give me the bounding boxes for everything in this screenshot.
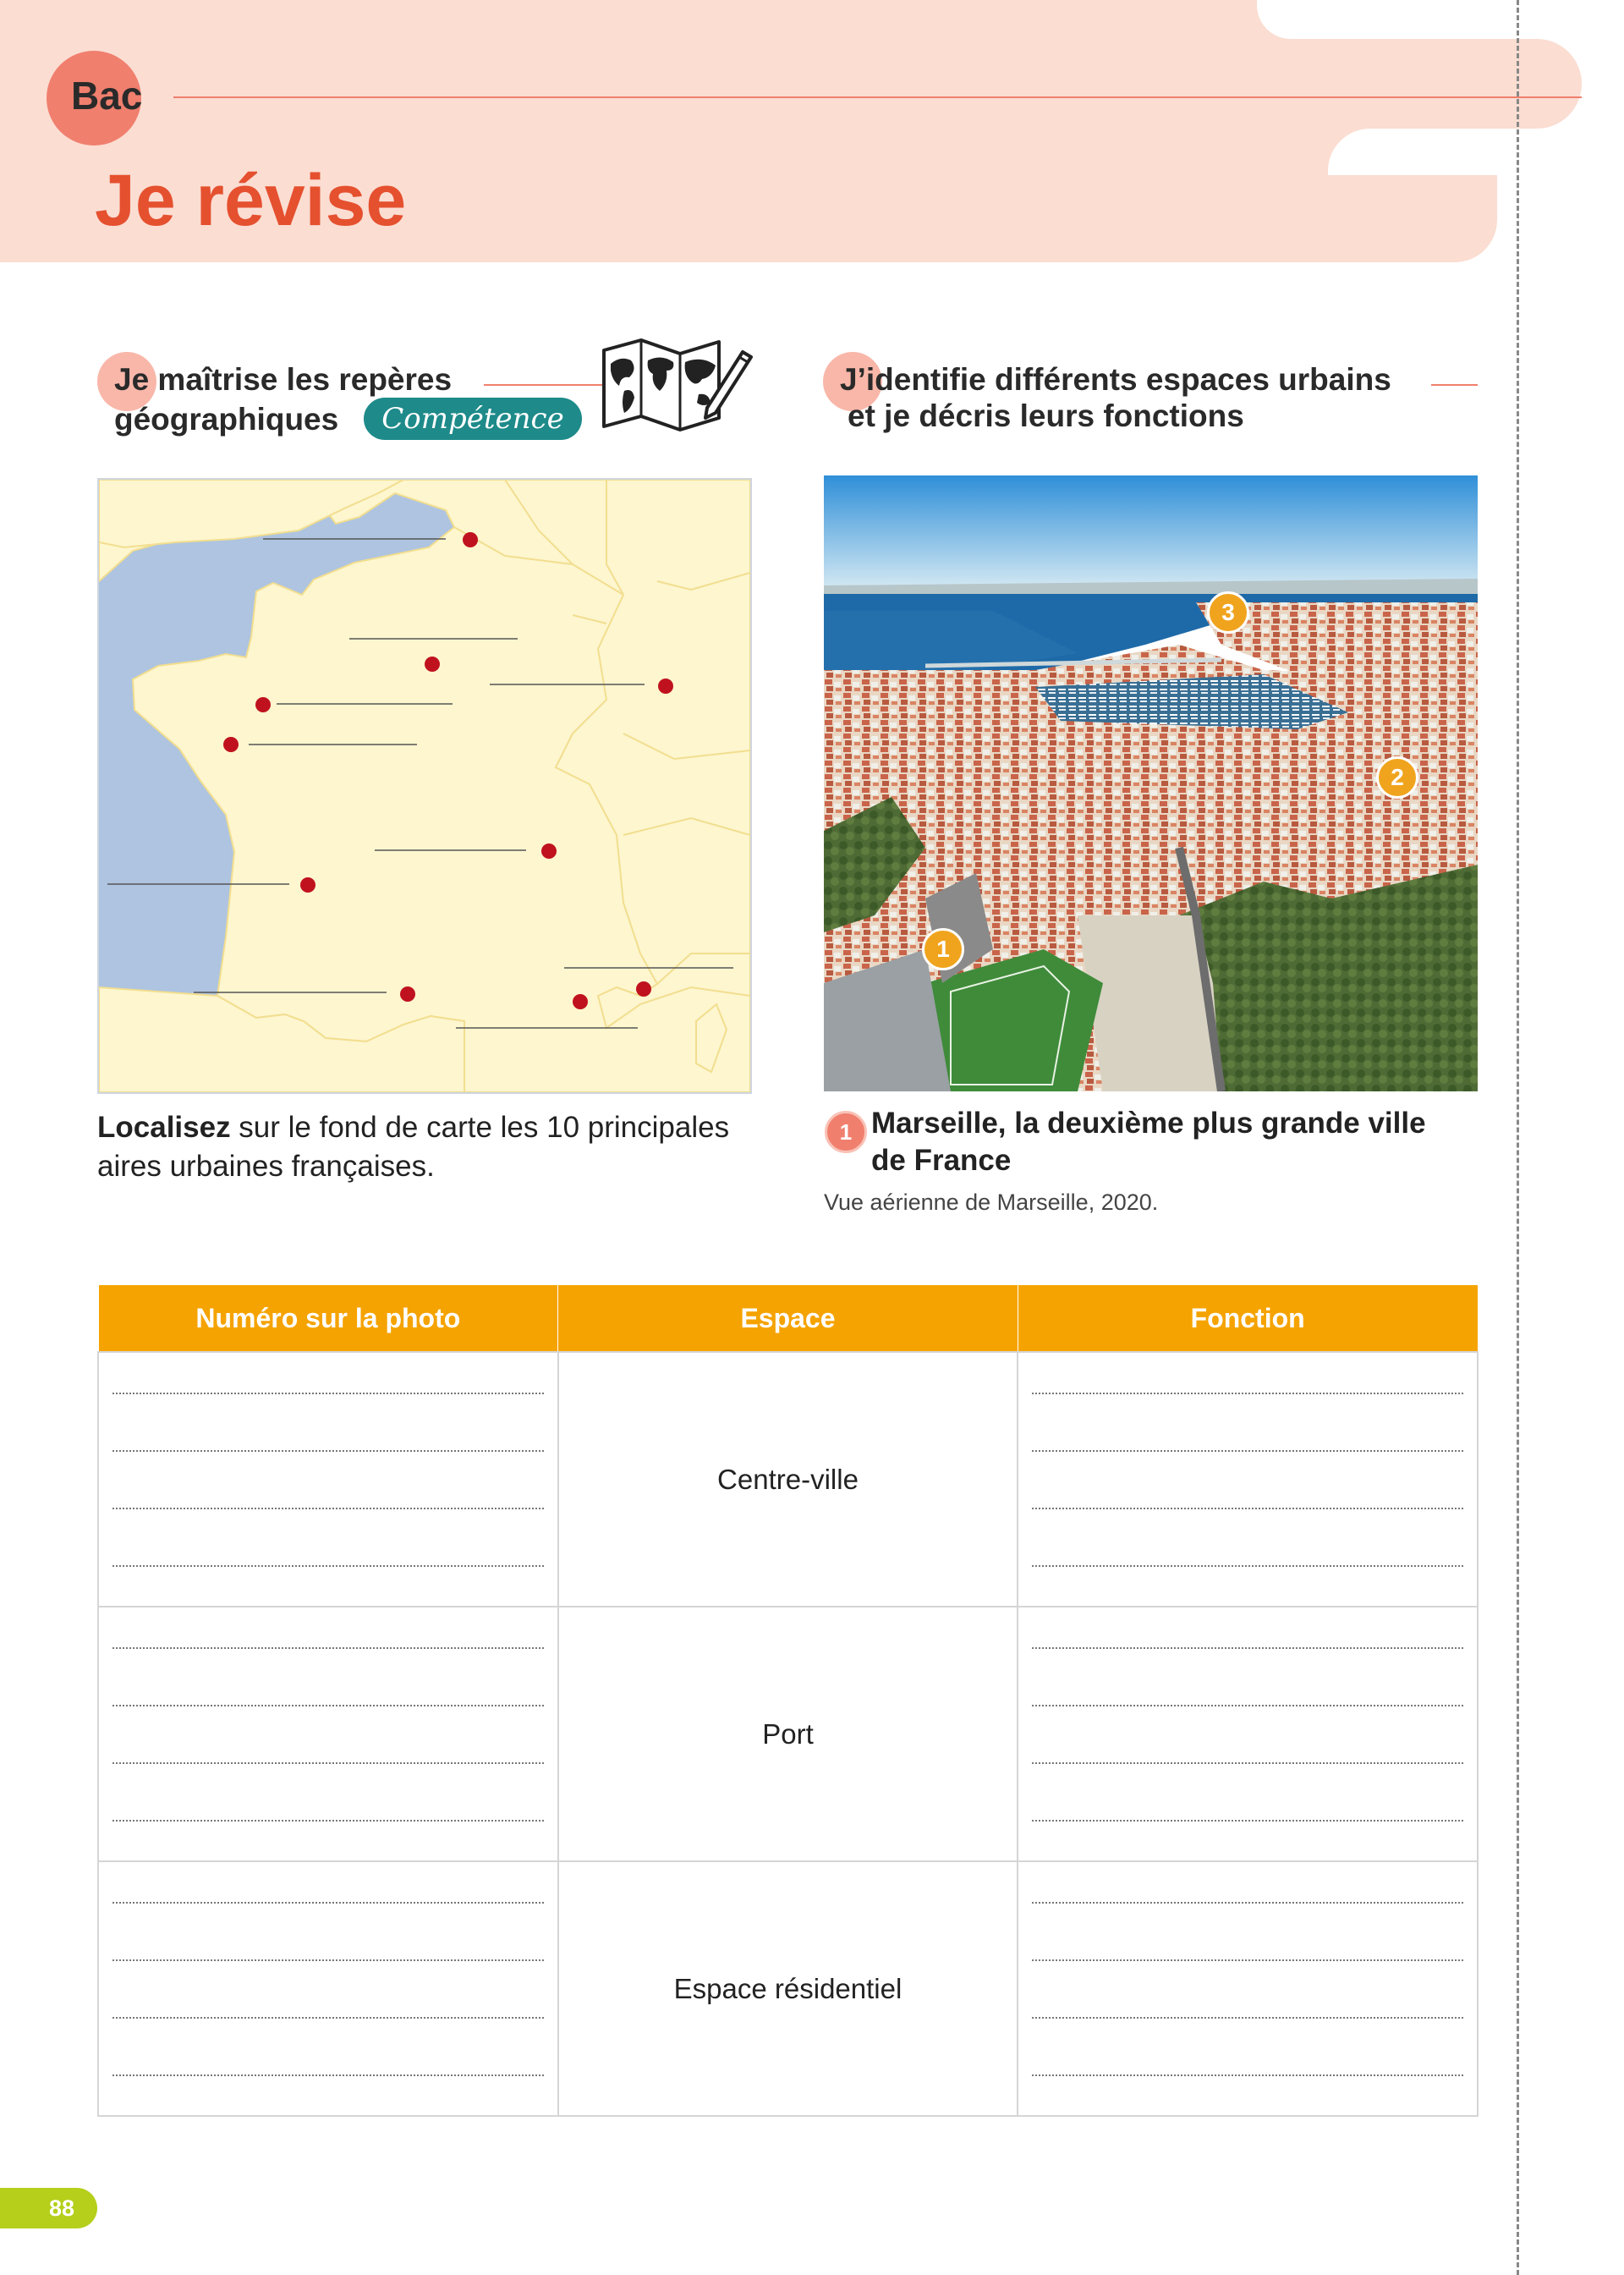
table-header-function: Fonction — [1018, 1285, 1478, 1353]
instruction-verb: Localisez — [97, 1111, 231, 1144]
instruction-text-line2: aires urbaines françaises. — [97, 1150, 435, 1183]
city-dot — [425, 657, 440, 672]
document-number-badge: 1 — [825, 1111, 867, 1153]
photo-number-answer-area[interactable] — [98, 1607, 558, 1861]
marseille-aerial-photo — [824, 475, 1478, 1091]
france-base-map — [97, 478, 752, 1094]
header-band-notch — [1328, 129, 1582, 175]
section-heading-line1: Je maîtrise les repères — [114, 362, 453, 397]
function-answer-area[interactable] — [1018, 1861, 1478, 2116]
section-heading-line2: géographiques — [114, 402, 339, 437]
header-band-notch — [1497, 174, 1582, 267]
photo-number-answer-area[interactable] — [98, 1861, 558, 2116]
city-dot — [255, 697, 271, 712]
photo-number-answer-area[interactable] — [98, 1352, 558, 1607]
photo-marker-3: 3 — [1207, 591, 1249, 634]
header-band-notch — [1257, 0, 1511, 39]
table-header-space: Espace — [558, 1285, 1018, 1353]
header-band-tab — [1438, 39, 1582, 129]
city-dot — [636, 981, 651, 997]
map-instruction — [97, 1108, 740, 1186]
page-number: 88 — [0, 2188, 97, 2228]
header-rule — [173, 96, 1582, 98]
city-dot — [573, 994, 588, 1009]
section-heading-line1: J’identifie différents espaces urbains — [840, 362, 1391, 397]
function-answer-area[interactable] — [1018, 1607, 1478, 1861]
table-row — [98, 1352, 1478, 1607]
city-dot — [400, 986, 415, 1002]
section-rule — [1431, 384, 1478, 386]
photo-marker-1: 1 — [922, 928, 964, 970]
photo-caption-title: Marseille, la deuxième plus grande ville de France — [871, 1107, 1426, 1177]
competence-pill: Compétence — [364, 398, 582, 440]
city-dot — [463, 532, 478, 547]
page-fold-line — [1517, 0, 1519, 2275]
section-heading-line2: et je décris leurs fonctions — [848, 398, 1244, 433]
city-dot — [658, 679, 673, 694]
table-header-photo-number: Numéro sur la photo — [98, 1285, 558, 1353]
urban-spaces-table — [97, 1284, 1479, 2117]
world-map-pencil-icon — [599, 332, 755, 433]
space-cell: Port — [558, 1607, 1018, 1861]
city-dot — [300, 877, 315, 893]
section-rule — [484, 384, 602, 386]
city-dot — [541, 844, 557, 859]
table-row — [98, 1607, 1478, 1861]
photo-caption-source: Vue aérienne de Marseille, 2020. — [824, 1190, 1159, 1215]
function-answer-area[interactable] — [1018, 1352, 1478, 1607]
page-title: Je révise — [95, 160, 407, 241]
city-dot — [223, 737, 239, 752]
space-cell: Espace résidentiel — [558, 1861, 1018, 2116]
space-cell: Centre-ville — [558, 1352, 1018, 1607]
instruction-text: sur le fond de carte les 10 principales — [230, 1111, 730, 1144]
photo-marker-2: 2 — [1376, 756, 1418, 799]
bac-badge-label: Bac — [71, 74, 143, 118]
table-row — [98, 1861, 1478, 2116]
